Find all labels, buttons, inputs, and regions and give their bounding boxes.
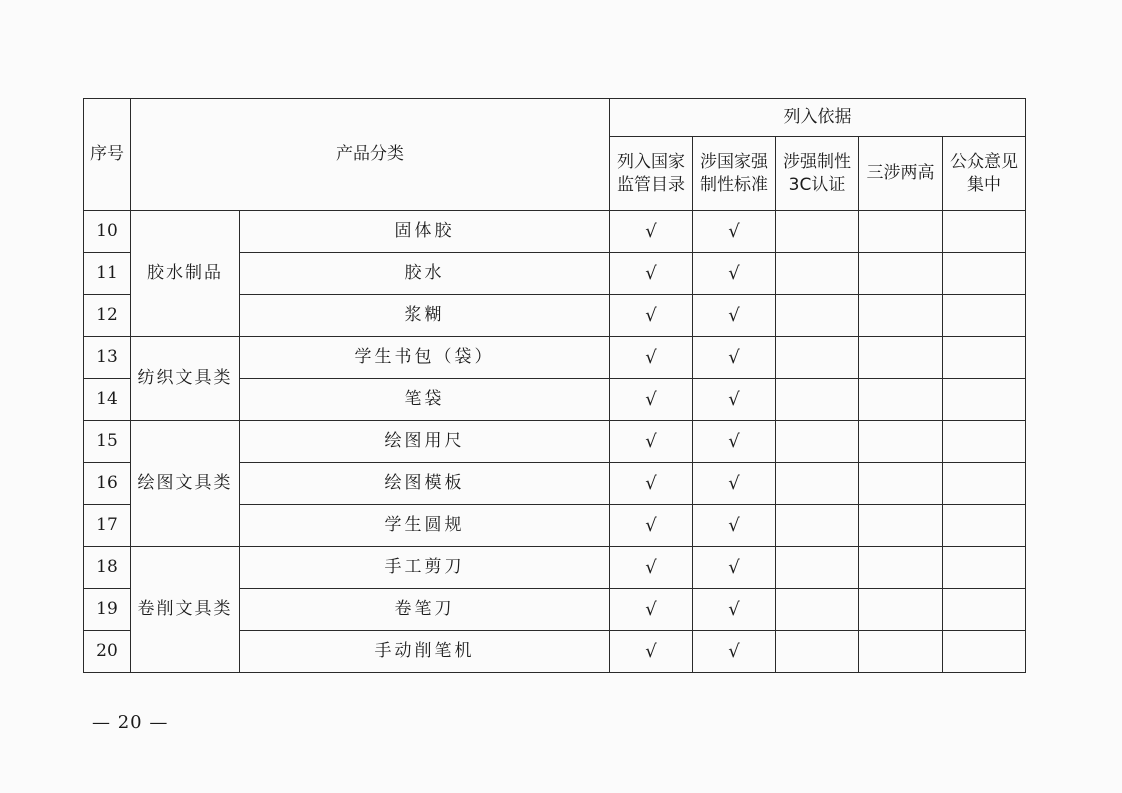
basis-mark <box>776 379 859 421</box>
basis-mark: √ <box>693 631 776 673</box>
row-seq: 13 <box>84 337 131 379</box>
basis-mark: √ <box>610 337 693 379</box>
basis-mark <box>776 463 859 505</box>
basis-mark <box>943 253 1026 295</box>
table-row <box>84 547 1026 589</box>
basis-mark <box>859 631 943 673</box>
category-cell: 纺织文具类 <box>131 337 240 421</box>
basis-mark: √ <box>693 505 776 547</box>
header-row-top <box>84 99 1026 137</box>
basis-mark: √ <box>693 295 776 337</box>
basis-mark: √ <box>610 589 693 631</box>
basis-mark <box>859 337 943 379</box>
basis-mark: √ <box>610 631 693 673</box>
basis-mark <box>776 421 859 463</box>
row-seq: 15 <box>84 421 131 463</box>
basis-mark <box>776 589 859 631</box>
product-name: 手工剪刀 <box>240 547 610 589</box>
basis-mark <box>859 505 943 547</box>
row-seq: 20 <box>84 631 131 673</box>
basis-mark <box>859 463 943 505</box>
basis-mark: √ <box>610 463 693 505</box>
product-name: 绘图用尺 <box>240 421 610 463</box>
basis-mark: √ <box>693 211 776 253</box>
product-name: 固体胶 <box>240 211 610 253</box>
basis-mark <box>943 505 1026 547</box>
basis-mark: √ <box>610 379 693 421</box>
header-3c-certification: 涉强制性3C认证 <box>776 137 859 211</box>
basis-mark <box>776 631 859 673</box>
product-name: 学生圆规 <box>240 505 610 547</box>
row-seq: 10 <box>84 211 131 253</box>
basis-mark <box>859 295 943 337</box>
product-name: 笔袋 <box>240 379 610 421</box>
row-seq: 17 <box>84 505 131 547</box>
basis-mark: √ <box>693 379 776 421</box>
basis-mark <box>943 631 1026 673</box>
basis-mark: √ <box>693 589 776 631</box>
row-seq: 14 <box>84 379 131 421</box>
row-seq: 12 <box>84 295 131 337</box>
basis-mark <box>776 253 859 295</box>
basis-mark <box>943 295 1026 337</box>
basis-mark: √ <box>693 253 776 295</box>
table-row <box>84 421 1026 463</box>
basis-mark: √ <box>610 547 693 589</box>
basis-mark <box>859 211 943 253</box>
basis-mark <box>943 421 1026 463</box>
header-three-two-high: 三涉两高 <box>859 137 943 211</box>
category-cell: 卷削文具类 <box>131 547 240 673</box>
product-name: 胶水 <box>240 253 610 295</box>
basis-mark: √ <box>693 421 776 463</box>
basis-mark: √ <box>610 505 693 547</box>
basis-mark: √ <box>610 295 693 337</box>
header-seq: 序号 <box>84 99 131 211</box>
basis-mark <box>943 547 1026 589</box>
basis-mark <box>776 295 859 337</box>
basis-mark <box>859 547 943 589</box>
basis-mark <box>776 211 859 253</box>
basis-mark <box>943 211 1026 253</box>
product-name: 浆糊 <box>240 295 610 337</box>
table-row <box>84 211 1026 253</box>
basis-mark <box>776 505 859 547</box>
basis-mark: √ <box>693 337 776 379</box>
basis-mark <box>943 589 1026 631</box>
basis-mark <box>776 337 859 379</box>
basis-mark: √ <box>693 463 776 505</box>
table-row <box>84 337 1026 379</box>
header-basis: 列入依据 <box>610 99 1026 137</box>
basis-mark <box>943 337 1026 379</box>
basis-mark <box>859 379 943 421</box>
row-seq: 19 <box>84 589 131 631</box>
basis-mark: √ <box>693 547 776 589</box>
header-public-concern: 公众意见集中 <box>943 137 1026 211</box>
row-seq: 18 <box>84 547 131 589</box>
header-category: 产品分类 <box>131 99 610 211</box>
header-mandatory-standard: 涉国家强制性标准 <box>693 137 776 211</box>
basis-mark <box>859 421 943 463</box>
basis-mark: √ <box>610 253 693 295</box>
basis-mark <box>776 547 859 589</box>
product-name: 绘图模板 <box>240 463 610 505</box>
basis-mark: √ <box>610 211 693 253</box>
basis-mark <box>859 253 943 295</box>
basis-mark <box>943 379 1026 421</box>
basis-mark <box>943 463 1026 505</box>
header-national-catalog: 列入国家监管目录 <box>610 137 693 211</box>
basis-mark <box>859 589 943 631</box>
product-name: 手动削笔机 <box>240 631 610 673</box>
row-seq: 11 <box>84 253 131 295</box>
product-name: 卷笔刀 <box>240 589 610 631</box>
category-cell: 胶水制品 <box>131 211 240 337</box>
basis-mark: √ <box>610 421 693 463</box>
row-seq: 16 <box>84 463 131 505</box>
product-name: 学生书包（袋） <box>240 337 610 379</box>
page-number: — 20 — <box>92 712 169 733</box>
product-table <box>83 98 1026 673</box>
category-cell: 绘图文具类 <box>131 421 240 547</box>
